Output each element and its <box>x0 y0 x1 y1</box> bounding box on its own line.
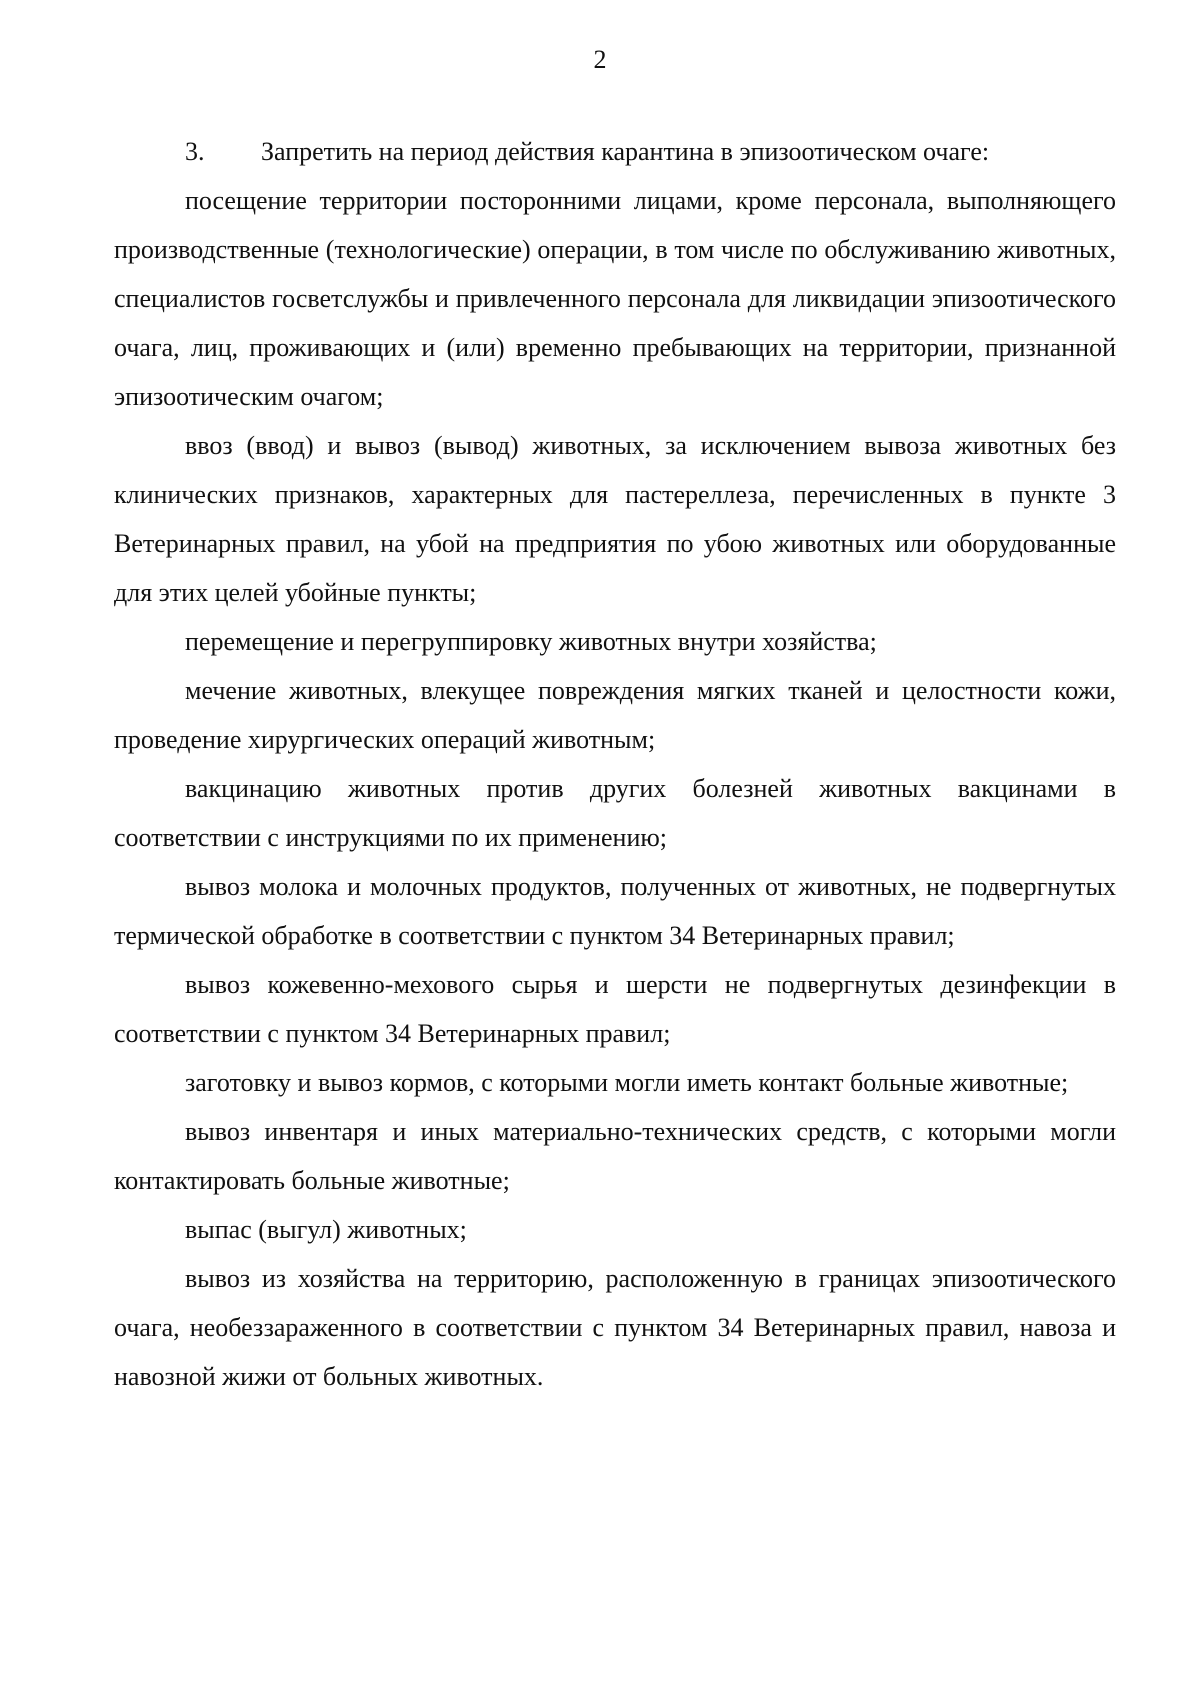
document-body <box>114 127 1116 1401</box>
paragraph-animal-import-export: ввоз (ввод) и вывоз (вывод) животных, за исключением вывоза животных без клинических признаков, характерных для пастереллеза, перечисленных в пункте 3 Ветеринарных правил, на убой на предприятия по убою животных или оборудованные для этих целей убойные пункты; <box>114 431 1116 607</box>
section-heading-text: Запретить на период действия карантина в эпизоотическом очаге: <box>261 137 990 166</box>
paragraph-inventory: вывоз инвентаря и иных материально-технических средств, с которыми могли контактировать больные животные; <box>114 1117 1116 1195</box>
paragraph-raw-hides: вывоз кожевенно-мехового сырья и шерсти не подвергнутых дезинфекции в соответствии с пунктом 34 Ветеринарных правил; <box>114 970 1116 1048</box>
paragraph-feed: заготовку и вывоз кормов, с которыми могли иметь контакт больные животные; <box>185 1068 1069 1097</box>
paragraph-marking: мечение животных, влекущее повреждения мягких тканей и целостности кожи, проведение хирургических операций животным; <box>114 676 1116 754</box>
paragraph-regrouping: перемещение и перегруппировку животных внутри хозяйства; <box>185 627 877 656</box>
paragraph-grazing: выпас (выгул) животных; <box>185 1215 467 1244</box>
section-3-heading <box>114 127 1116 176</box>
page-number: 2 <box>593 45 607 74</box>
paragraph-vaccination: вакцинацию животных против других болезней животных вакцинами в соответствии с инструкциями по их применению; <box>114 774 1116 852</box>
section-number: 3. <box>185 137 205 166</box>
paragraph-milk-export: вывоз молока и молочных продуктов, полученных от животных, не подвергнутых термической обработке в соответствии с пунктом 34 Ветеринарных правил; <box>114 872 1116 950</box>
paragraph-visits: посещение территории посторонними лицами, кроме персонала, выполняющего производственные (технологические) операции, в том числе по обслуживанию животных, специалистов госветслужбы и привлеченного персонала для ликвидации эпизоотического очага, лиц, проживающих и (или) временно пребывающих на территории, признанной эпизоотическим очагом; <box>114 186 1116 411</box>
paragraph-manure: вывоз из хозяйства на территорию, расположенную в границах эпизоотического очага, необеззараженного в соответствии с пунктом 34 Ветеринарных правил, навоза и навозной жижи от больных животных. <box>114 1264 1116 1391</box>
